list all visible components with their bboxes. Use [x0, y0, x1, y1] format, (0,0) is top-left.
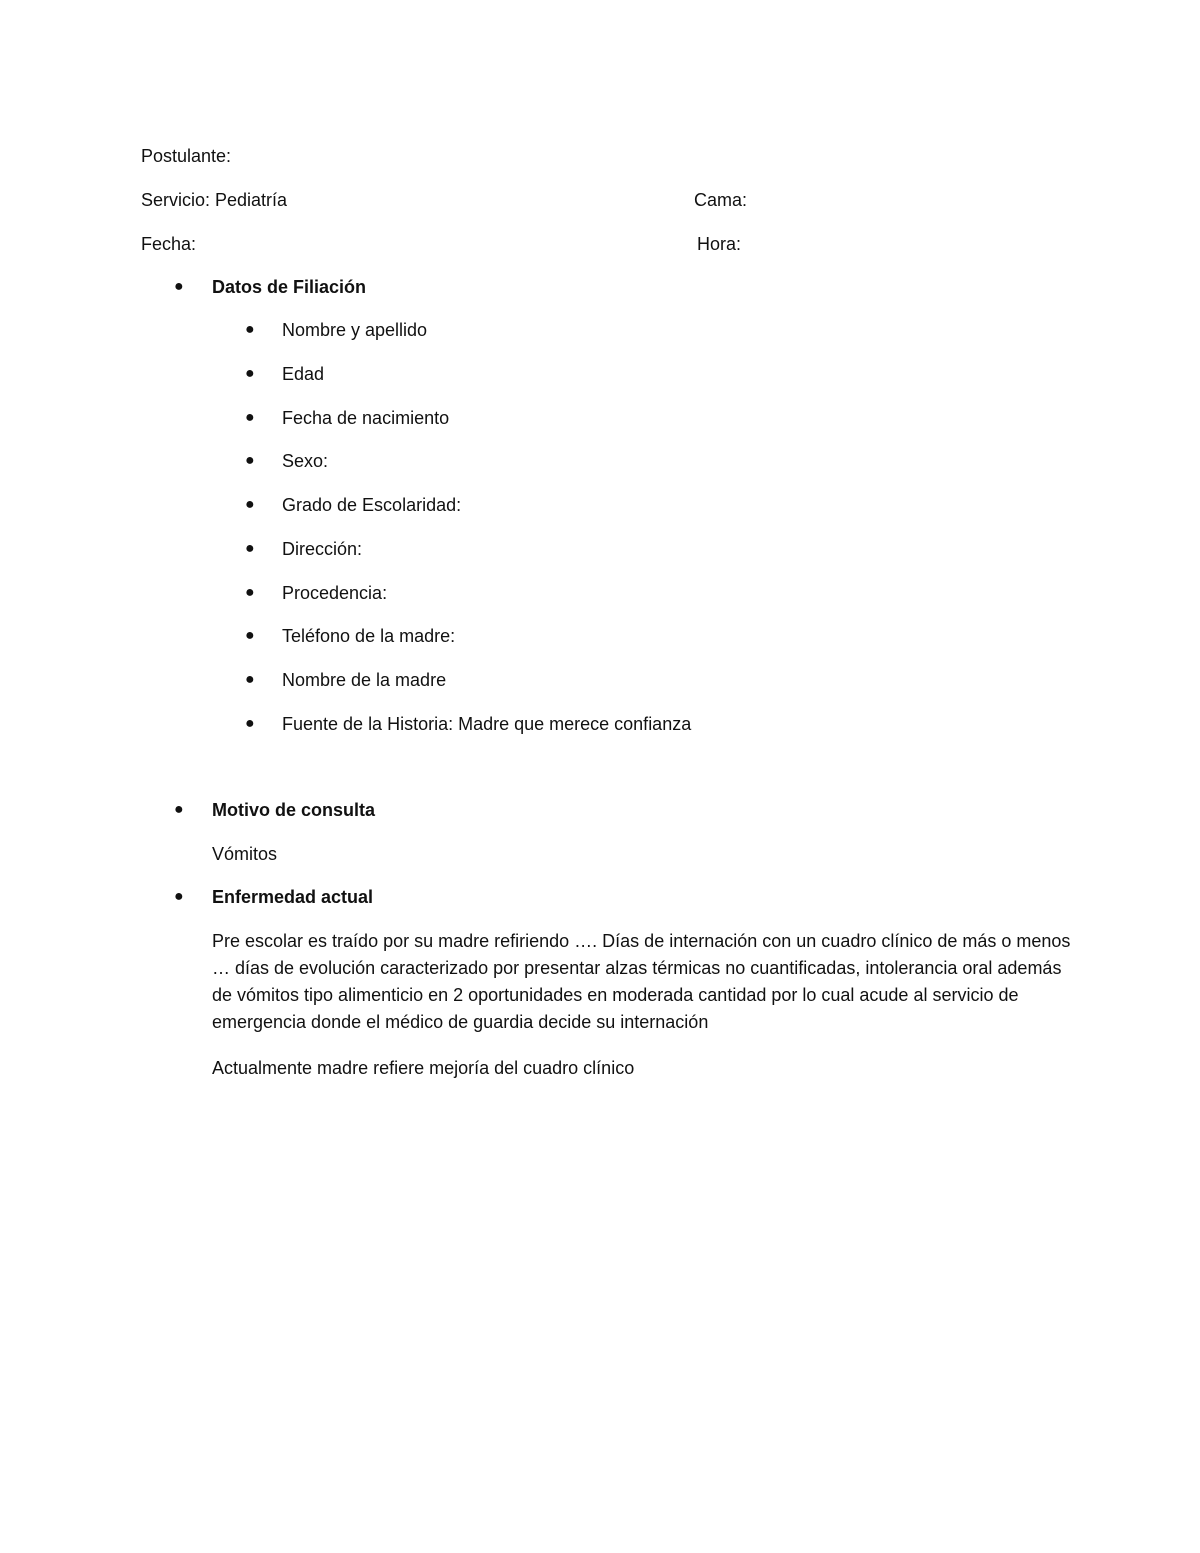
bullet-icon: ● [245, 409, 255, 426]
servicio-label: Servicio: Pediatría [141, 190, 288, 210]
hora-label: Hora: [697, 234, 742, 254]
bullet-icon: ● [245, 627, 255, 644]
enfermedad-heading: Enfermedad actual [212, 887, 374, 907]
postulante-label: Postulante: [141, 146, 232, 166]
bullet-icon: ● [174, 278, 184, 295]
list-item: Teléfono de la madre: [282, 626, 456, 646]
bullet-icon: ● [245, 452, 255, 469]
bullet-icon: ● [245, 365, 255, 382]
fecha-label: Fecha: [141, 234, 197, 254]
enfermedad-paragraph-2: Actualmente madre refiere mejoría del cuadro clínico [212, 1058, 635, 1078]
list-item: Sexo: [282, 451, 329, 471]
bullet-icon: ● [245, 496, 255, 513]
cama-label: Cama: [694, 190, 748, 210]
list-item: Grado de Escolaridad: [282, 495, 462, 515]
motivo-heading: Motivo de consulta [212, 800, 376, 820]
list-item: Nombre de la madre [282, 670, 447, 690]
list-item: Dirección: [282, 539, 363, 559]
list-item: Fecha de nacimiento [282, 408, 450, 428]
bullet-icon: ● [174, 801, 184, 818]
bullet-icon: ● [245, 584, 255, 601]
motivo-text: Vómitos [212, 844, 278, 864]
filiacion-heading: Datos de Filiación [212, 277, 367, 297]
bullet-icon: ● [245, 715, 255, 732]
bullet-icon: ● [245, 321, 255, 338]
enfermedad-paragraph-1: Pre escolar es traído por su madre refiriendo …. Días de internación con un cuadro clínico de más o menos … días de evolución caracterizado por presentar alzas térmicas no cuantificadas, intolerancia oral además de vómitos tipo alimenticio en 2 oportunidades en moderada cantidad por lo cual acude al servicio de emergencia donde el médico de guardia decide su internación [212, 931, 1071, 1032]
bullet-icon: ● [174, 888, 184, 905]
list-item: Nombre y apellido [282, 320, 428, 340]
list-item: Fuente de la Historia: Madre que merece confianza [282, 714, 692, 734]
list-item: Procedencia: [282, 583, 388, 603]
bullet-icon: ● [245, 671, 255, 688]
bullet-icon: ● [245, 540, 255, 557]
list-item: Edad [282, 364, 325, 384]
